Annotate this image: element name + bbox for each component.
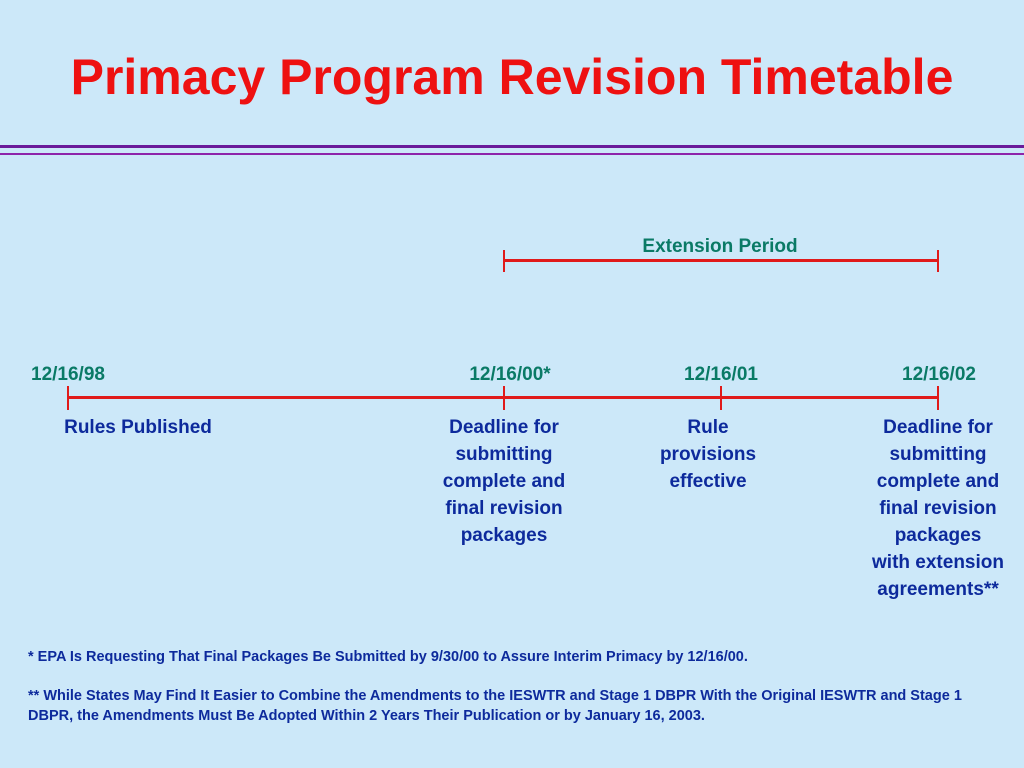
milestone-date: 12/16/02 [902,364,976,385]
extension-period-line [503,259,939,262]
title-divider-thin [0,153,1024,155]
extension-end-tick [937,250,939,272]
footnote-interim-primacy: * EPA Is Requesting That Final Packages Be Submitted by 9/30/00 to Assure Interim Primacy by 12/16/00. [28,649,748,665]
extension-start-tick [503,250,505,272]
extension-period-label: Extension Period [642,236,798,257]
milestone-description: Deadline for submitting complete and final revision packages [442,417,566,546]
milestone-tick [937,386,939,410]
milestone-tick [720,386,722,410]
milestone-tick [503,386,505,410]
page-title: Primacy Program Revision Timetable [70,49,954,105]
milestone-description: Rule provisions effective [659,417,757,492]
milestone-description: Rules Published [64,417,212,438]
milestone-description: Deadline for submitting complete and final revision packages with extension agreements** [872,417,1004,600]
milestone-date: 12/16/01 [684,364,758,385]
footnote-amendments: ** While States May Find It Easier to Combine the Amendments to the IESWTR and Stage 1 DBPR With the Original IESWTR and Stage 1 DBPR, the Amendments Must Be Adopted Within 2 Years Their Publication or by January 16, 2003. [28,688,962,724]
milestone-tick [67,386,69,410]
title-divider-thick [0,145,1024,148]
milestone-date: 12/16/98 [31,364,105,385]
milestone-date: 12/16/00* [469,364,551,385]
